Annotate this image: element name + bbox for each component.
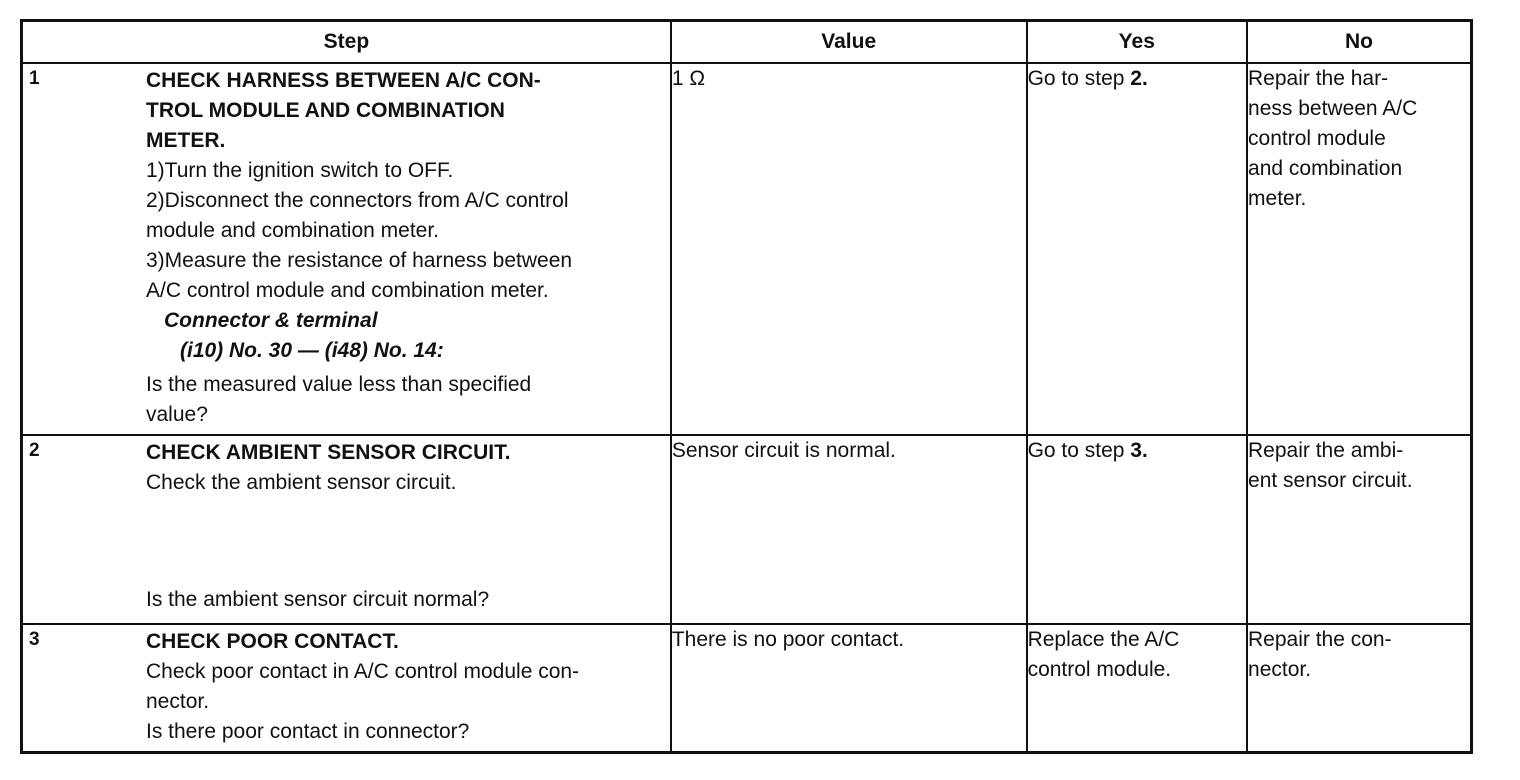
no-text: ent sensor circuit.: [1248, 469, 1413, 492]
step-body: [146, 64, 670, 434]
yes-text: Go to step: [1027, 67, 1131, 90]
value-cell: [671, 63, 1027, 435]
table-row: [22, 435, 1472, 624]
no-cell: [1247, 435, 1471, 624]
value-text: Sensor circuit is normal.: [671, 439, 896, 462]
instruction: nector.: [146, 690, 210, 713]
step-body: [146, 625, 670, 751]
instruction: 2)Disconnect the connectors from A/C control: [146, 189, 569, 212]
step-title: CHECK AMBIENT SENSOR CIRCUIT.: [146, 441, 511, 464]
spec-value: (i10) No. 30 — (i48) No. 14:: [180, 339, 444, 362]
no-text: nector.: [1248, 658, 1312, 681]
diagnostic-table: [20, 19, 1473, 754]
no-text: Repair the ambi-: [1248, 439, 1404, 462]
header-yes: Yes: [1027, 21, 1247, 64]
table-row: [22, 63, 1472, 435]
header-value: Value: [671, 21, 1027, 64]
step-title: TROL MODULE AND COMBINATION: [146, 99, 505, 122]
step-body: [146, 436, 670, 619]
value-cell: [671, 624, 1027, 753]
instruction: A/C control module and combination meter.: [146, 279, 549, 302]
step-title: CHECK HARNESS BETWEEN A/C CON-: [146, 69, 541, 92]
instruction: module and combination meter.: [146, 219, 440, 242]
yes-step-ref: 2.: [1130, 67, 1148, 90]
step-title: CHECK POOR CONTACT.: [146, 630, 399, 653]
value-text: There is no poor contact.: [671, 628, 905, 651]
yes-cell: [1027, 63, 1247, 435]
step-question: Is the measured value less than specified: [146, 373, 532, 396]
value-text: 1 Ω: [671, 67, 706, 90]
spec-label: Connector & terminal: [164, 309, 378, 332]
table-row: [22, 624, 1472, 753]
no-cell: [1247, 624, 1471, 753]
step-number: 3: [29, 629, 40, 650]
value-cell: [671, 435, 1027, 624]
step-title: METER.: [146, 129, 226, 152]
no-text: meter.: [1248, 187, 1307, 210]
yes-text: Go to step: [1027, 439, 1131, 462]
no-text: control module: [1248, 127, 1386, 150]
no-text: Repair the har-: [1248, 67, 1389, 90]
step-cell: [22, 435, 671, 624]
yes-cell: [1027, 435, 1247, 624]
no-cell: [1247, 63, 1471, 435]
header-step: Step: [22, 21, 671, 64]
header-no: No: [1247, 21, 1471, 64]
no-text: ness between A/C: [1248, 97, 1418, 120]
no-text: Repair the con-: [1248, 628, 1392, 651]
yes-cell: [1027, 624, 1247, 753]
yes-text: control module.: [1027, 658, 1172, 681]
step-question: value?: [146, 403, 208, 426]
step-question: Is the ambient sensor circuit normal?: [146, 588, 490, 611]
no-text: and combination: [1248, 157, 1403, 180]
yes-step-ref: 3.: [1130, 439, 1148, 462]
instruction: 3)Measure the resistance of harness between: [146, 249, 573, 272]
instruction: Check poor contact in A/C control module con-: [146, 660, 580, 683]
yes-text: Replace the A/C: [1027, 628, 1180, 651]
step-number: 1: [29, 68, 40, 89]
step-cell: [22, 63, 671, 435]
step-cell: [22, 624, 671, 753]
step-number: 2: [29, 440, 40, 461]
instruction: 1)Turn the ignition switch to OFF.: [146, 159, 454, 182]
instruction: Check the ambient sensor circuit.: [146, 471, 457, 494]
step-question: Is there poor contact in connector?: [146, 720, 470, 743]
header-row: [22, 21, 1472, 64]
